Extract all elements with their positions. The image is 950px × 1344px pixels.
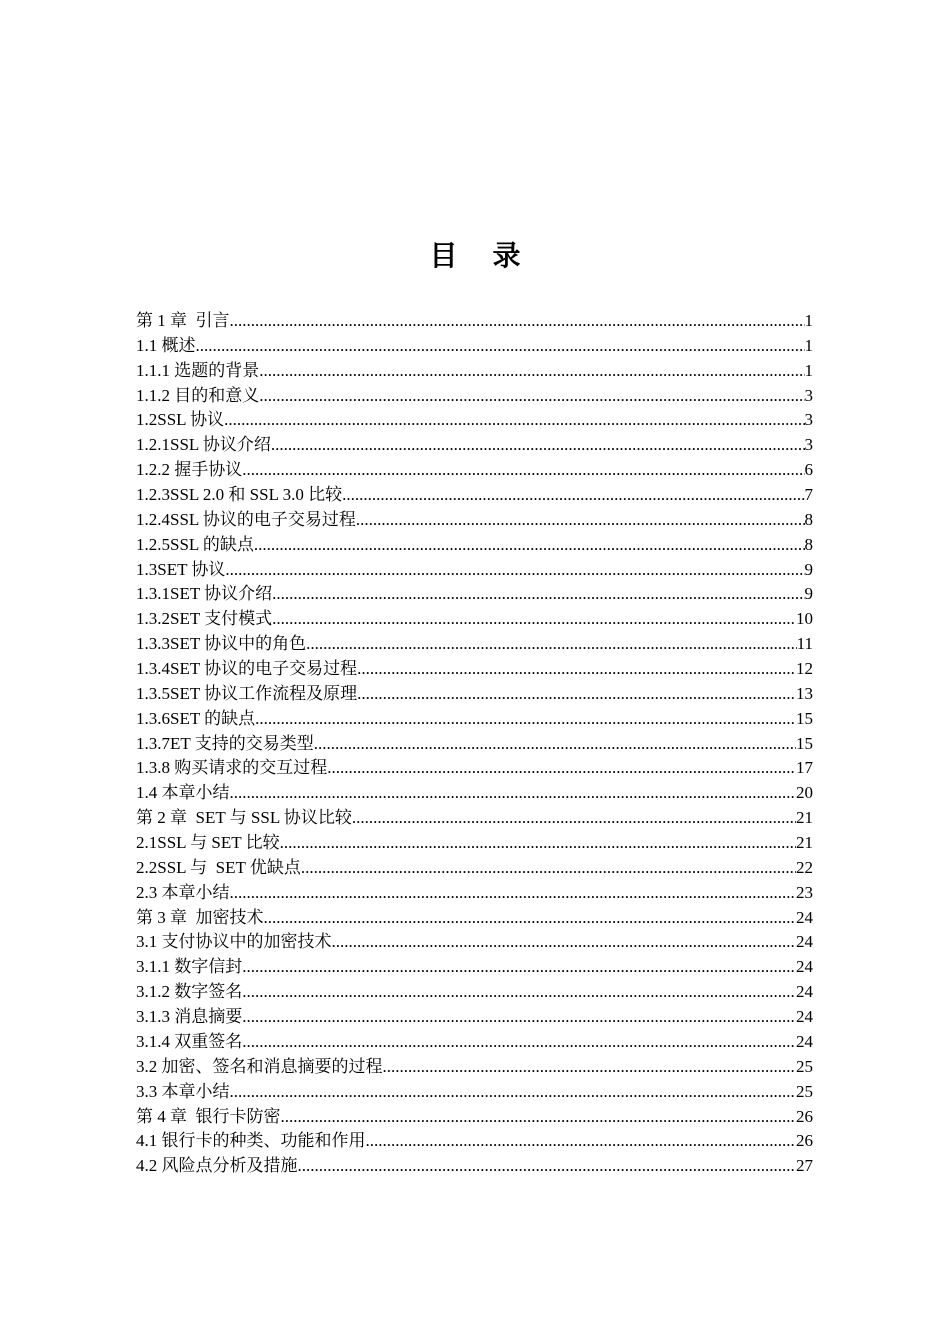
toc-entry-page-number: 1	[804, 335, 813, 355]
toc-dot-leader	[342, 483, 804, 508]
toc-dot-leader	[306, 632, 796, 657]
toc-entry[interactable]	[136, 408, 813, 433]
toc-entry-page-number: 22	[796, 857, 813, 877]
toc-entry-page-number: 8	[804, 509, 813, 529]
toc-entry[interactable]	[136, 533, 813, 558]
toc-entry-label: 1.3.4SET 协议的电子交易过程	[136, 659, 358, 679]
toc-entry[interactable]	[136, 1129, 813, 1154]
toc-entry-page-number: 21	[796, 833, 813, 853]
toc-dot-leader	[264, 906, 797, 931]
toc-entry-page-number: 15	[796, 733, 813, 753]
toc-entry[interactable]	[136, 955, 813, 980]
toc-dot-leader	[242, 980, 796, 1005]
toc-dot-leader	[259, 384, 804, 409]
toc-entry-label: 1.2.4SSL 协议的电子交易过程	[136, 509, 356, 529]
toc-dot-leader	[356, 508, 805, 533]
toc-dot-leader	[242, 1005, 796, 1030]
toc-dot-leader	[242, 1030, 796, 1055]
toc-entry[interactable]	[136, 756, 813, 781]
toc-entry-label: 1.1 概述	[136, 335, 196, 355]
toc-entry-page-number: 10	[796, 609, 813, 629]
toc-dot-leader	[357, 682, 796, 707]
toc-entry[interactable]	[136, 632, 813, 657]
toc-entry-label: 1.2SSL 协议	[136, 410, 225, 430]
toc-entry-label: 1.2.2 握手协议	[136, 460, 243, 480]
toc-entry-page-number: 26	[796, 1106, 813, 1126]
toc-entry-page-number: 24	[796, 907, 813, 927]
toc-entry-label: 3.1.1 数字信封	[136, 957, 243, 977]
toc-entry[interactable]	[136, 1005, 813, 1030]
toc-dot-leader	[230, 1080, 797, 1105]
toc-entry-label: 4.2 风险点分析及措施	[136, 1156, 298, 1176]
toc-entry[interactable]	[136, 582, 813, 607]
toc-entry-label: 1.4 本章小结	[136, 783, 230, 803]
toc-dot-leader	[272, 582, 804, 607]
toc-entry[interactable]	[136, 732, 813, 757]
toc-dot-leader	[298, 1154, 797, 1179]
toc-dot-leader	[259, 359, 804, 384]
toc-entry[interactable]	[136, 1030, 813, 1055]
page-title: 目 录	[429, 240, 535, 272]
toc-entry-page-number: 24	[796, 1031, 813, 1051]
toc-dot-leader	[301, 856, 796, 881]
toc-dot-leader	[254, 533, 805, 558]
toc-entry-label: 1.2.5SSL 的缺点	[136, 534, 254, 554]
toc-entry[interactable]	[136, 359, 813, 384]
toc-entry-page-number: 13	[796, 683, 813, 703]
toc-entry[interactable]	[136, 930, 813, 955]
toc-dot-leader	[196, 334, 805, 359]
toc-entry[interactable]	[136, 384, 813, 409]
toc-entry[interactable]	[136, 831, 813, 856]
toc-entry-label: 1.3.3SET 协议中的角色	[136, 634, 307, 654]
toc-entry-page-number: 1	[804, 311, 813, 330]
table-of-contents	[136, 309, 813, 1179]
toc-dot-leader	[272, 607, 796, 632]
toc-dot-leader	[271, 433, 805, 458]
toc-entry[interactable]	[136, 1105, 813, 1130]
toc-entry-label: 1.3.1SET 协议介绍	[136, 584, 273, 604]
toc-entry-page-number: 8	[804, 534, 813, 554]
toc-dot-leader	[280, 831, 796, 856]
toc-entry-label: 1.2.3SSL 2.0 和 SSL 3.0 比较	[136, 485, 343, 505]
toc-entry-page-number: 25	[796, 1081, 813, 1101]
toc-dot-leader	[230, 781, 797, 806]
toc-dot-leader	[230, 309, 805, 334]
toc-entry-page-number: 24	[796, 932, 813, 952]
toc-entry-label: 1.3.8 购买请求的交互过程	[136, 758, 328, 778]
toc-dot-leader	[314, 732, 796, 757]
toc-entry-label: 1.3.6SET 的缺点	[136, 708, 256, 728]
toc-entry-label: 3.1.4 双重签名	[136, 1031, 243, 1051]
toc-dot-leader	[242, 458, 804, 483]
toc-entry-page-number: 3	[804, 385, 813, 405]
toc-entry-label: 第 3 章 加密技术	[136, 907, 264, 927]
toc-entry[interactable]	[136, 558, 813, 583]
toc-entry-label: 2.2SSL 与 SET 优缺点	[136, 857, 301, 877]
toc-dot-leader	[224, 408, 804, 433]
toc-entry[interactable]	[136, 707, 813, 732]
toc-entry-page-number: 25	[796, 1056, 813, 1076]
toc-dot-leader	[281, 1105, 797, 1130]
toc-dot-leader	[225, 558, 804, 583]
toc-entry-page-number: 6	[804, 460, 813, 480]
toc-entry-page-number: 24	[796, 1007, 813, 1027]
toc-entry[interactable]	[136, 906, 813, 931]
toc-entry[interactable]	[136, 657, 813, 682]
toc-entry-label: 3.1.3 消息摘要	[136, 1007, 243, 1027]
toc-entry[interactable]	[136, 1055, 813, 1080]
toc-entry[interactable]	[136, 483, 813, 508]
toc-entry-label: 3.1 支付协议中的加密技术	[136, 932, 332, 952]
toc-dot-leader	[242, 955, 796, 980]
toc-entry-label: 3.3 本章小结	[136, 1081, 230, 1101]
toc-dot-leader	[332, 930, 797, 955]
toc-entry-page-number: 9	[804, 584, 813, 604]
toc-dot-leader	[357, 657, 796, 682]
toc-entry[interactable]	[136, 433, 813, 458]
toc-entry-page-number: 12	[796, 659, 813, 679]
toc-entry-page-number: 7	[804, 485, 813, 505]
toc-entry-label: 1.3SET 协议	[136, 559, 226, 579]
toc-entry[interactable]	[136, 682, 813, 707]
toc-dot-leader	[352, 806, 796, 831]
toc-entry-page-number: 24	[796, 982, 813, 1002]
toc-entry-label: 1.1.2 目的和意义	[136, 385, 260, 405]
toc-entry[interactable]	[136, 1080, 813, 1105]
toc-entry[interactable]	[136, 309, 813, 334]
toc-entry[interactable]	[136, 881, 813, 906]
toc-entry-page-number: 3	[804, 410, 813, 430]
toc-entry-page-number: 23	[796, 882, 813, 902]
toc-entry[interactable]	[136, 334, 813, 359]
toc-entry-page-number: 24	[796, 957, 813, 977]
toc-entry-label: 1.3.2SET 支付模式	[136, 609, 273, 629]
toc-entry-label: 3.2 加密、签名和消息摘要的过程	[136, 1056, 383, 1076]
toc-dot-leader	[255, 707, 796, 732]
toc-dot-leader	[230, 881, 797, 906]
toc-entry[interactable]	[136, 806, 813, 831]
toc-entry[interactable]	[136, 980, 813, 1005]
toc-entry-label: 4.1 银行卡的种类、功能和作用	[136, 1131, 366, 1151]
toc-dot-leader	[383, 1055, 797, 1080]
toc-entry-page-number: 1	[804, 360, 813, 380]
toc-entry[interactable]	[136, 458, 813, 483]
toc-entry-page-number: 20	[796, 783, 813, 803]
toc-entry-label: 1.3.7ET 支持的交易类型	[136, 733, 314, 753]
toc-dot-leader	[366, 1129, 797, 1154]
toc-dot-leader	[327, 756, 796, 781]
toc-entry-label: 2.1SSL 与 SET 比较	[136, 833, 280, 853]
toc-entry-label: 1.1.1 选题的背景	[136, 360, 260, 380]
toc-entry-label: 第 2 章 SET 与 SSL 协议比较	[136, 808, 352, 828]
toc-entry-page-number: 21	[796, 808, 813, 828]
toc-entry-label: 1.2.1SSL 协议介绍	[136, 435, 271, 455]
toc-entry[interactable]	[136, 508, 813, 533]
toc-entry[interactable]	[136, 607, 813, 632]
toc-entry-page-number: 27	[796, 1156, 813, 1176]
toc-entry-label: 1.3.5SET 协议工作流程及原理	[136, 683, 358, 703]
toc-entry-label: 第 1 章 引言	[136, 311, 230, 330]
toc-entry[interactable]	[136, 1154, 813, 1179]
toc-entry-page-number: 9	[804, 559, 813, 579]
toc-entry-label: 2.3 本章小结	[136, 882, 230, 902]
toc-entry-label: 3.1.2 数字签名	[136, 982, 243, 1002]
toc-entry[interactable]	[136, 856, 813, 881]
toc-entry-page-number: 17	[796, 758, 813, 778]
toc-entry-page-number: 15	[796, 708, 813, 728]
toc-entry-page-number: 3	[804, 435, 813, 455]
toc-entry-page-number: 11	[796, 634, 813, 654]
toc-entry-page-number: 26	[796, 1131, 813, 1151]
toc-entry[interactable]	[136, 781, 813, 806]
toc-entry-label: 第 4 章 银行卡防密	[136, 1106, 281, 1126]
